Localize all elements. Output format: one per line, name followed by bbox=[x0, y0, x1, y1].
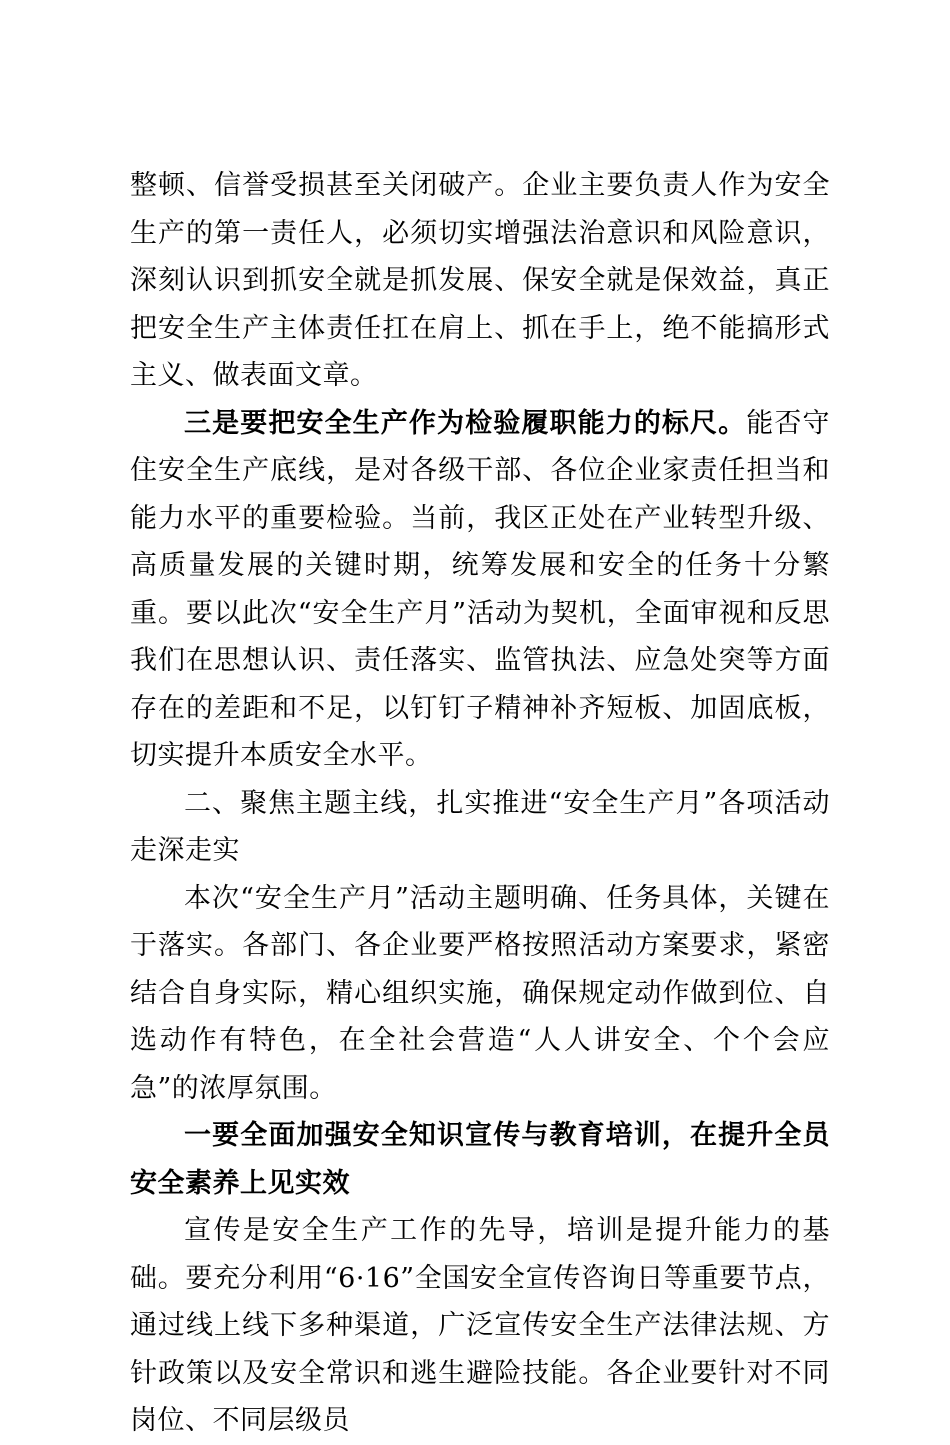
section-heading-two bbox=[130, 780, 830, 875]
paragraph-continuation bbox=[130, 162, 830, 400]
document-body bbox=[130, 162, 830, 1445]
subsection-heading-text: 一要全面加强安全知识宣传与教育培训，在提升全员安全素养上见实效 bbox=[130, 1120, 830, 1199]
subsection-heading-one bbox=[130, 1112, 830, 1207]
paragraph-publicity-training bbox=[130, 1207, 830, 1445]
paragraph-text: 宣传是安全生产工作的先导，培训是提升能力的基础。要充分利用“6·16”全国安全宣传咨询日等重要节点，通过线上线下多种渠道，广泛宣传安全生产法律法规、方针政策以及安全常识和逃生避险技能。各企业要针对不同岗位、不同层级员 bbox=[130, 1215, 830, 1436]
paragraph-text: 本次“安全生产月”活动主题明确、任务具体，关键在于落实。各部门、各企业要严格按照活动方案要求，紧密结合自身实际，精心组织实施，确保规定动作做到位、自选动作有特色，在全社会营造“人人讲安全、个个会应急”的浓厚氛围。 bbox=[130, 882, 830, 1104]
paragraph-lead-heading: 三是要把安全生产作为检验履职能力的标尺。 bbox=[184, 407, 747, 439]
section-heading-text: 二、聚焦主题主线，扎实推进“安全生产月”各项活动走深走实 bbox=[130, 787, 830, 866]
paragraph-point-three bbox=[130, 400, 830, 780]
paragraph-text: 能否守住安全生产底线，是对各级干部、各位企业家责任担当和能力水平的重要检验。当前，我区正处在产业转型升级、高质量发展的关键时期，统筹发展和安全的任务十分繁重。要以此次“安全生产月”活动为契机，全面审视和反思我们在思想认识、责任落实、监管执法、应急处突等方面存在的差距和不足，以钉钉子精神补齐短板、加固底板，切实提升本质安全水平。 bbox=[130, 407, 831, 771]
paragraph-section-intro bbox=[130, 875, 830, 1113]
paragraph-text: 整顿、信誉受损甚至关闭破产。企业主要负责人作为安全生产的第一责任人，必须切实增强法治意识和风险意识，深刻认识到抓安全就是抓发展、保安全就是保效益，真正把安全生产主体责任扛在肩上、抓在手上，绝不能搞形式主义、做表面文章。 bbox=[130, 170, 830, 391]
